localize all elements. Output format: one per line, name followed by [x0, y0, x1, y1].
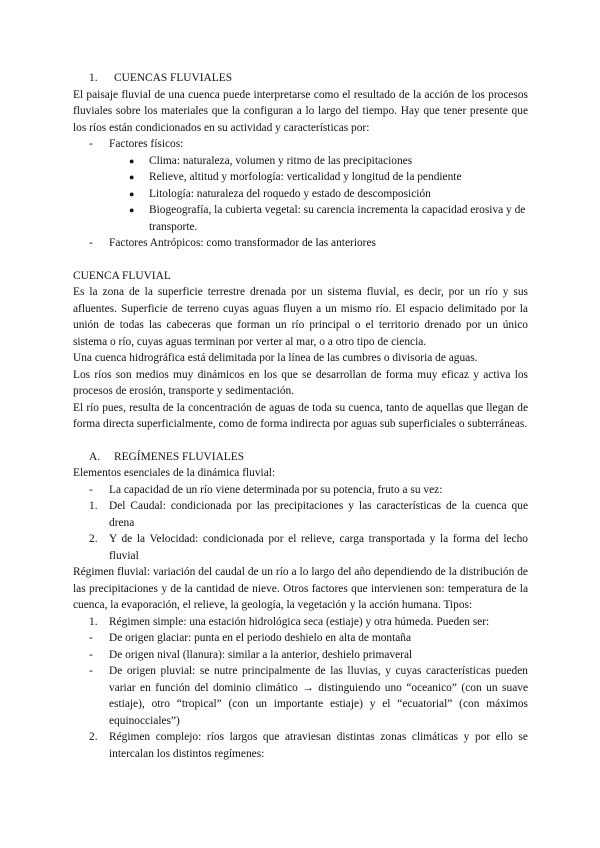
regimen-types-list — [73, 614, 528, 763]
section-heading-cuencas — [73, 70, 528, 87]
cuenca-paragraph: Los ríos son medios muy dinámicos en los que se desarrollan de forma muy eficaz y activa los procesos de erosión, transporte y sedimentación. — [73, 368, 528, 397]
bullet-item — [73, 202, 528, 235]
list-marker: - — [89, 632, 93, 644]
bullet-icon: ● — [129, 188, 135, 199]
list-marker: 2. — [89, 731, 98, 743]
bullet-icon: ● — [129, 205, 135, 215]
regimenes-intro: Elementos esenciales de la dinámica fluvial: — [73, 467, 276, 479]
cuenca-paragraph: El río pues, resulta de la concentración de aguas de toda su cuenca, tanto de aquellas que llegan de forma directa superficialmente, como de forma indirecta por aguas sub superficiales o subterráneas. — [73, 401, 528, 430]
section-letter: A. — [89, 450, 101, 463]
bullet-text: Clima: naturaleza, volumen y ritmo de las precipitaciones — [149, 154, 413, 167]
list-text: Del Caudal: condicionada por las precipitaciones y las características de la cuenca que drena — [109, 500, 528, 529]
list-item — [73, 630, 528, 647]
list-item — [73, 531, 528, 564]
regimen-definition: Régimen fluvial: variación del caudal de un río a lo largo del año dependiendo de la distribución de las precipitaciones y de la cantidad de nieve. Otros factores que intervienen son: temperatura de la cuenca, la evaporación, el relieve, la geología, la vegetación y la acción humana. Tipos: — [73, 566, 528, 611]
bullet-item — [73, 153, 528, 170]
section-title: CUENCAS FLUVIALES — [114, 72, 233, 84]
list-item — [73, 614, 528, 631]
list-marker: - — [89, 665, 93, 677]
list-marker: - — [89, 483, 93, 496]
bullet-text: Biogeografía, la cubierta vegetal: su carencia incrementa la capacidad erosiva y de transporte. — [149, 204, 526, 233]
list-item — [73, 647, 528, 664]
list-item — [73, 482, 528, 499]
factor-label: Factores Antrópicos: como transformador de las anteriores — [109, 237, 376, 249]
list-text: Régimen simple: una estación hidrológica seca (estiaje) y otra húmeda. Pueden ser: — [109, 615, 490, 628]
list-marker: - — [89, 138, 93, 150]
list-marker: - — [89, 237, 93, 249]
intro-paragraph: El paisaje fluvial de una cuenca puede interpretarse como el resultado de la acción de los procesos fluviales sobre los materiales que la configuran a lo largo del tiempo. Hay que tener presente que los ríos están condicionados en su actividad y características por: — [73, 88, 528, 134]
cuenca-paragraph: Una cuenca hidrográfica está delimitada por la línea de las cumbres o divisoria de aguas. — [73, 352, 478, 364]
list-item — [73, 729, 528, 762]
bullet-text: Relieve, altitud y morfología: verticalidad y longitud de la pendiente — [149, 171, 462, 183]
bullet-text: Litología: naturaleza del roquedo y estado de descomposición — [149, 187, 431, 200]
bullet-item — [73, 169, 528, 186]
bullet-item — [73, 186, 528, 203]
list-marker: - — [89, 648, 93, 661]
section-title: REGÍMENES FLUVIALES — [114, 450, 245, 463]
bullet-icon: ● — [129, 155, 135, 166]
list-marker: 1. — [89, 500, 98, 512]
list-text: De origen glaciar: punta en el periodo deshielo en alta de montaña — [109, 632, 412, 644]
list-text: La capacidad de un río viene determinada por su potencia, fruto a su vez: — [109, 483, 443, 496]
subsection-title-cuenca: CUENCA FLUVIAL — [73, 269, 171, 282]
factor-label: Factores físicos: — [109, 138, 184, 150]
list-text: Régimen complejo: ríos largos que atraviesan distintas zonas climáticas y por ello se intercalan los distintos regímenes: — [109, 731, 528, 760]
list-item — [73, 663, 528, 729]
list-marker: 1. — [89, 615, 98, 628]
section-heading-regimenes — [73, 449, 528, 466]
factor-item-antropicos — [73, 235, 528, 252]
list-text: De origen nival (llanura): similar a la anterior, deshielo primaveral — [109, 648, 413, 661]
list-marker: 2. — [89, 533, 98, 545]
factors-list — [73, 136, 528, 252]
list-item — [73, 498, 528, 531]
list-text: De origen pluvial: se nutre principalmente de las lluvias, y cuyas características pueden variar en función del dominio climático → distinguiendo uno “oceanico” (con un suave estiaje), otro “tropical” (con un importante estiaje) y el “ecuatorial” (con máximos equinocciales”) — [109, 665, 528, 727]
list-text: Y de la Velocidad: condicionada por el relieve, carga transportada y la forma del lecho fluvial — [109, 533, 528, 562]
bullet-icon: ● — [129, 172, 135, 182]
document-page — [73, 70, 528, 762]
factor-item-fisicos — [73, 136, 528, 153]
cuenca-paragraph: Es la zona de la superficie terrestre drenada por un sistema fluvial, es decir, por un río y sus afluentes. Superficie de terreno cuyas aguas fluyen a un mismo río. El espacio delimitado por la unión de todas las cabeceras que forman un río principal o el territorio drenado por un único sistema o río, cuyas aguas terminan por verter al mar, o a otro tipo de ciencia. — [73, 286, 528, 348]
dynamics-list — [73, 482, 528, 565]
section-number: 1. — [89, 72, 98, 84]
